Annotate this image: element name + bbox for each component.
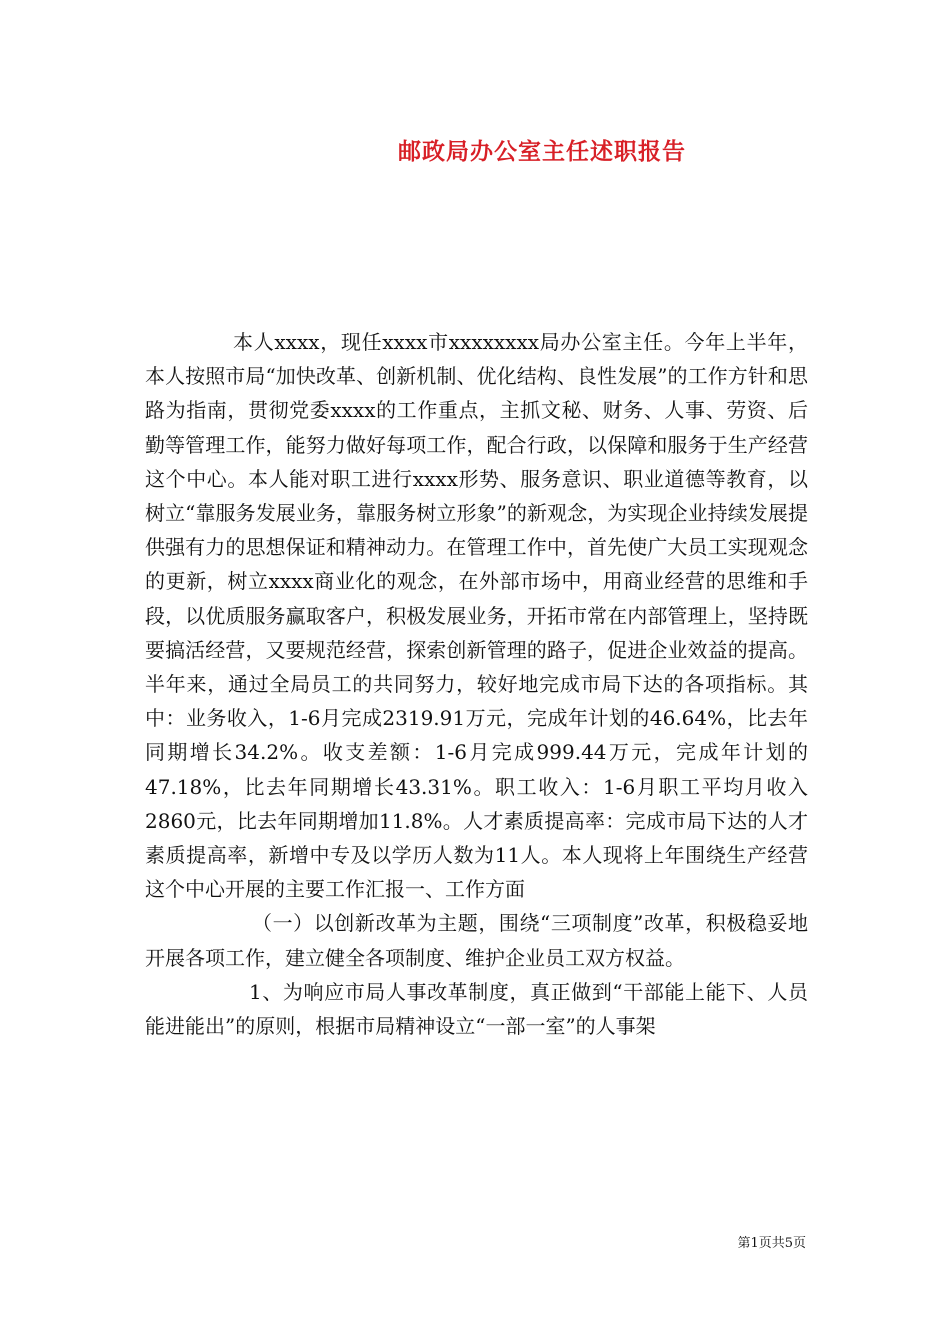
body-paragraph: 本人xxxx，现任xxxx市xxxxxxxx局办公室主任。今年上半年，本人按照市局“加快改革、创新机制、优化结构、良性发展”的工作方针和思路为指南，贯彻党委xxxx的工作重点，主抓文秘、财务、人事、劳资、后勤等管理工作，能努力做好每项工作，配合行政，以保障和服务于生产经营这个中心。本人能对职工进行xxxx形势、服务意识、职业道德等教育，以树立“靠服务发展业务，靠服务树立形象”的新观念，为实现企业持续发展提供强有力的思想保证和精神动力。在管理工作中，首先使广大员工实现观念的更新，树立xxxx商业化的观念，在外部市场中，用商业经营的思维和手段，以优质服务赢取客户，积极发展业务，开拓市常在内部管理上，坚持既要搞活经营，又要规范经营，探索创新管理的路子，促进企业效益的提高。半年来，通过全局员工的共同努力，较好地完成市局下达的各项指标。其中：业务收入，1-6月完成2319.91万元，完成年计划的46.64%，比去年同期增长34.2%。收支差额：1-6月完成999.44万元，完成年计划的47.18%，比去年同期增长43.31%。职工收入：1-6月职工平均月收入2860元，比去年同期增加11.8%。人才素质提高率：完成市局下达的人才素质提高率，新增中专及以学历人数为11人。本人现将上年围绕生产经营这个中心开展的主要工作汇报一、工作方面: [145, 330, 808, 902]
page-number: 第1页共5页: [737, 1236, 806, 1251]
body-paragraph: 1、为响应市局人事改革制度，真正做到“干部能上能下、人员能进能出”的原则，根据市局精神设立“一部一室”的人事架: [145, 979, 808, 1039]
body-paragraph: （一）以创新改革为主题，围绕“三项制度”改革，积极稳妥地开展各项工作，建立健全各项制度、维护企业员工双方权益。: [145, 911, 808, 970]
document-body: [145, 325, 808, 1043]
document-title-text: 邮政局办公室主任述职报告: [398, 138, 686, 165]
document-title: [0, 133, 950, 166]
